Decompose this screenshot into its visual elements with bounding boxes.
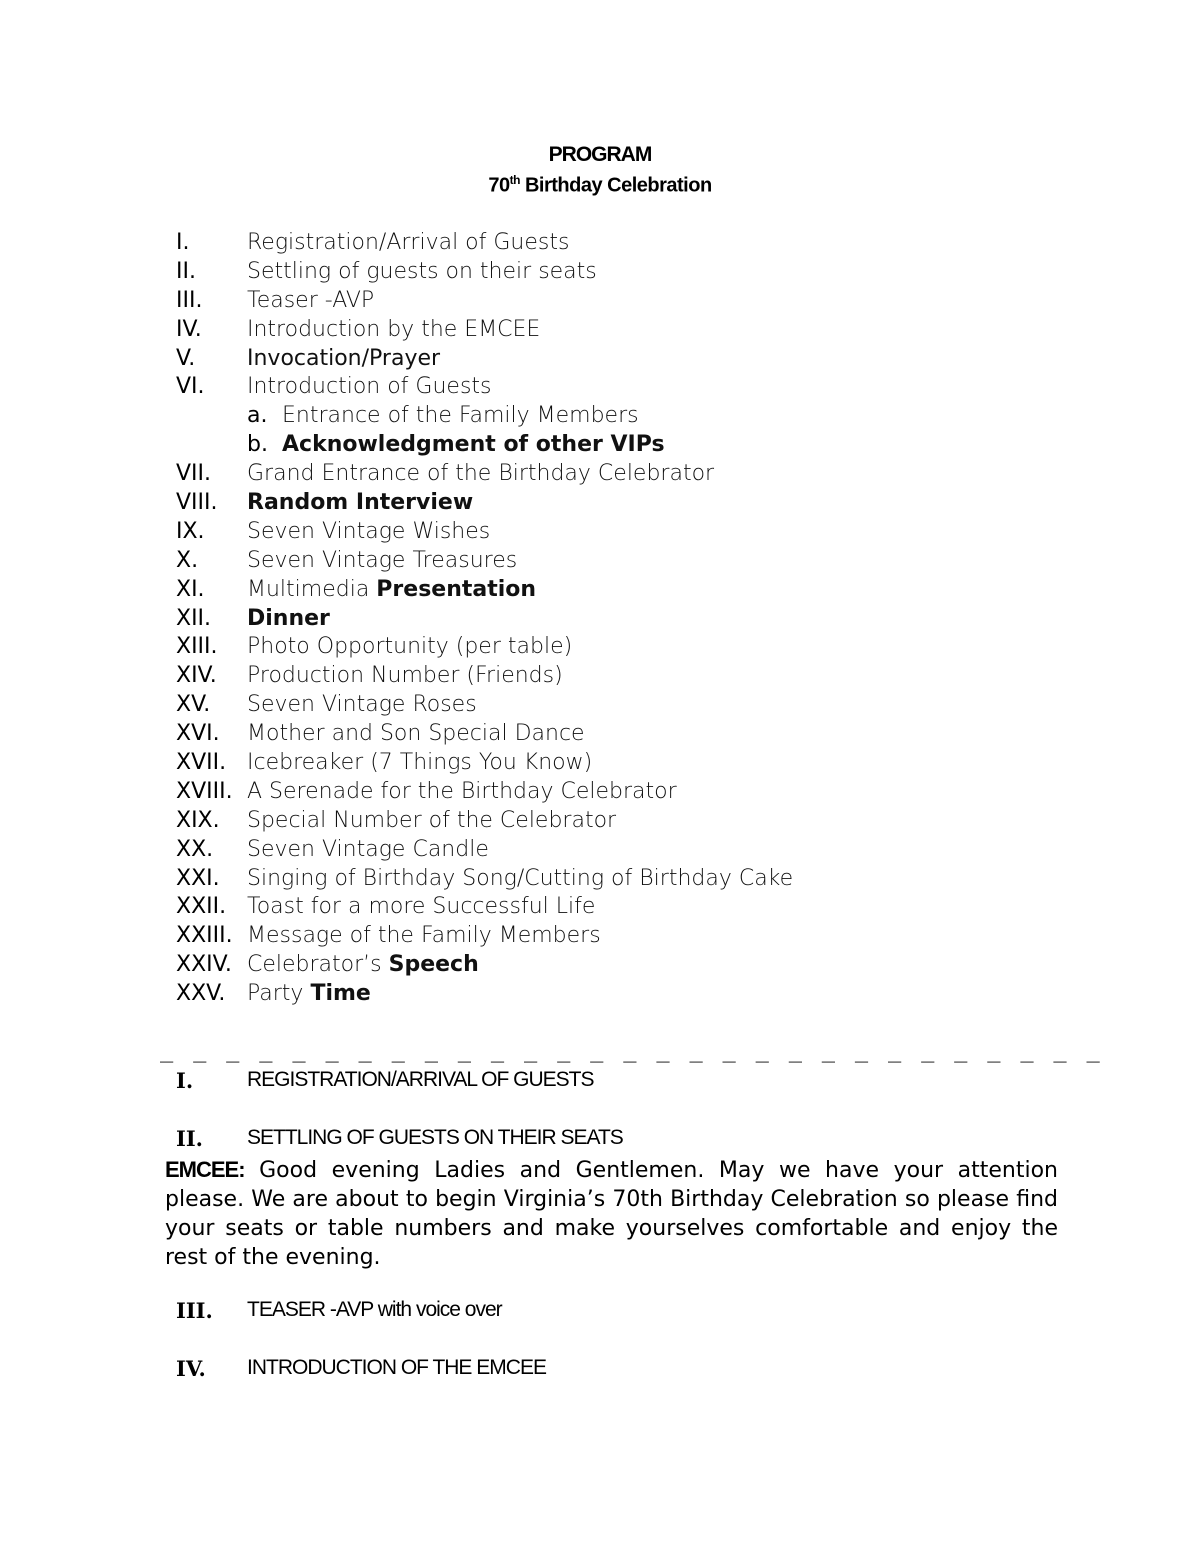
subitem-letter: b. [247,432,268,458]
section-number: IV. [176,1356,206,1381]
section-number: II. [176,1126,203,1151]
item-text: Grand Entrance of the Birthday Celebrator [247,461,715,487]
item-text: Registration/Arrival of Guests [247,230,570,255]
program-item [176,605,1076,634]
program-subitem [176,431,1076,460]
item-number: III. [176,287,203,313]
section-number: I. [176,1068,194,1093]
item-text-bold: Presentation [376,576,537,602]
program-item [176,778,1076,807]
item-text: Settling of guests on their seats [247,258,597,284]
program-item [176,258,1076,287]
program-item [176,807,1076,836]
item-text: Production Number (Friends) [247,663,563,689]
emcee-text: Good evening Ladies and Gentlemen. May we have your attention please. We are about to begin Virginia’s 70th Birthday Celebration so please find your seats or table numbers and make yourselves comfortable and enjoy the rest of the evening. [165,1158,1058,1270]
item-number: XXII. [176,894,227,920]
page-subtitle [0,173,1200,198]
item-text: Mother and Son Special Dance [247,721,585,747]
item-text: Seven Vintage Roses [247,692,477,718]
item-number: IV. [176,316,202,342]
item-number: XVIII. [176,778,233,804]
program-item [176,287,1076,316]
item-text-group [247,951,479,980]
item-text: Celebrator’s [247,952,389,978]
subtitle-prefix: 70 [488,174,510,197]
program-item [176,345,1076,374]
emcee-script [165,1155,1058,1272]
emcee-label: EMCEE: [165,1157,245,1182]
program-item [176,489,1076,518]
program-subitem [176,402,1076,431]
item-text: Teaser -AVP [247,287,375,313]
item-text: Invocation/Prayer [247,345,441,371]
item-number: II. [176,258,196,284]
item-text: Random Interview [247,490,474,516]
section-title: SETTLING OF GUESTS ON THEIR SEATS [247,1126,623,1149]
item-text: Seven Vintage Candle [247,836,489,862]
program-item [176,229,1076,258]
item-text: Seven Vintage Treasures [247,547,518,573]
item-number: XX. [176,836,214,862]
page-title: PROGRAM [548,143,652,166]
item-number: XVI. [176,721,220,747]
item-number: XIV. [176,663,217,689]
item-text-group [247,576,536,605]
item-text: Photo Opportunity (per table) [247,634,573,660]
program-item [176,662,1076,691]
item-number: V. [176,345,196,371]
subitem-text: Entrance of the Family Members [282,403,639,429]
program-item [176,893,1076,922]
item-text-bold: Time [310,981,371,1007]
program-item [176,749,1076,778]
item-text-group [247,980,371,1009]
item-number: XII. [176,605,212,631]
program-item [176,836,1076,865]
program-item [176,316,1076,345]
program-item [176,460,1076,489]
program-item [176,951,1076,980]
item-number: XIX. [176,807,220,833]
item-text: A Serenade for the Birthday Celebrator [247,778,677,804]
subtitle-sup: th [509,173,520,187]
item-text: Singing of Birthday Song/Cutting of Birthday Cake [247,865,794,891]
item-number: XXIV. [176,952,232,978]
item-number: I. [176,230,190,255]
program-item [176,547,1076,576]
program-item [176,720,1076,749]
program-item [176,576,1076,605]
program-item [176,373,1076,402]
item-text: Seven Vintage Wishes [247,518,491,544]
item-text: Party [247,981,311,1007]
section-divider: _ _ _ _ _ _ _ _ _ _ _ _ _ _ _ _ _ _ _ _ _ _ _ _ _ _ _ _ _ [160,1038,1104,1063]
subitem-text: Acknowledgment of other VIPs [282,432,665,458]
item-number: XXV. [176,981,226,1007]
item-text-bold: Speech [388,952,479,978]
program-item [176,980,1076,1009]
item-text: Introduction by the EMCEE [247,316,541,342]
section-title: INTRODUCTION OF THE EMCEE [247,1356,546,1379]
item-number: XVII. [176,750,227,776]
item-number: XIII. [176,634,218,660]
item-number: IX. [176,518,205,544]
program-list [176,229,1076,1009]
item-number: XI. [176,576,205,602]
item-number: X. [176,547,199,573]
program-item [176,518,1076,547]
program-item [176,633,1076,662]
item-number: VI. [176,374,205,400]
item-text: Message of the Family Members [247,923,601,949]
item-text: Introduction of Guests [247,374,492,400]
section-number: III. [176,1298,213,1323]
item-number: XXI. [176,865,220,891]
subitem-letter: a. [247,403,268,429]
item-number: XXIII. [176,923,233,949]
item-number: VII. [176,461,212,487]
item-text: Toast for a more Successful Life [247,894,596,920]
program-item [176,865,1076,894]
item-text: Icebreaker (7 Things You Know) [247,750,593,776]
item-number: VIII. [176,490,218,516]
program-item [176,691,1076,720]
item-text: Dinner [247,605,330,631]
section-title: REGISTRATION/ARRIVAL OF GUESTS [247,1068,594,1091]
program-item [176,922,1076,951]
subtitle-suffix: Birthday Celebration [519,174,712,197]
section-title: TEASER -AVP with voice over [247,1298,502,1321]
item-text: Multimedia [247,576,377,602]
item-text: Special Number of the Celebrator [247,807,617,833]
item-number: XV. [176,692,211,718]
